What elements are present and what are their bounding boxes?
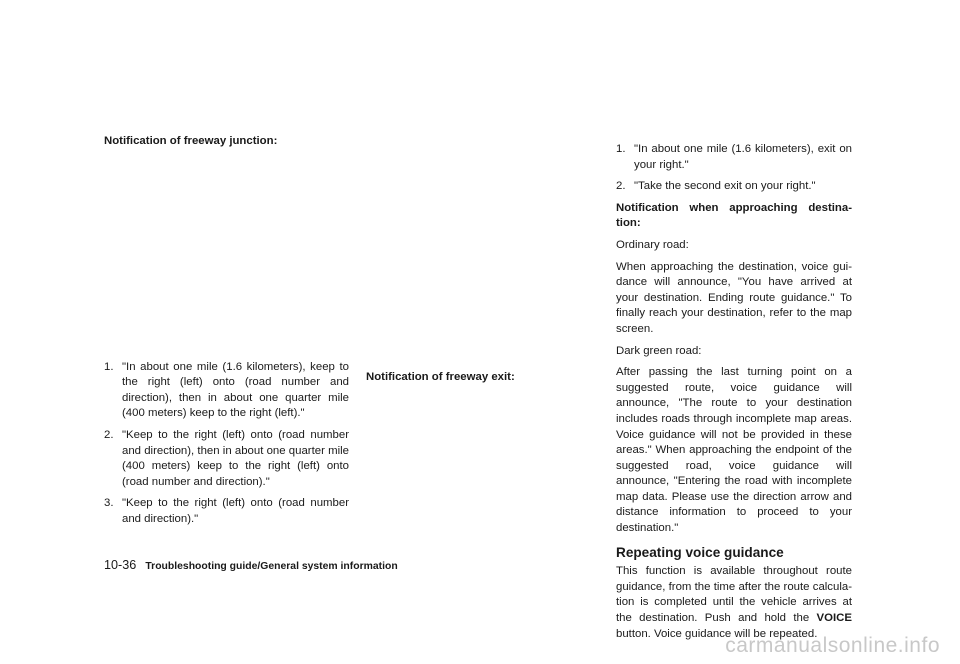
ordinary-road-text: When approaching the destination, voice gui-dance will announce, "You have arrived at your destination. Ending route guidance." To finally reach your destination, refer to the map screen. [616,260,852,335]
freeway-junction-list [104,360,349,528]
dark-green-road-label: Dark green road: [616,344,702,357]
ordinary-road-label: Ordinary road: [616,238,689,251]
list-item [104,496,349,527]
page-number: 10-36 [104,558,137,572]
left-column [104,134,349,534]
list-item [104,428,349,490]
list-number: 3. [104,497,114,510]
watermark: carmanualsonline.info [725,634,940,657]
dark-green-road-text: After passing the last turning point on a suggested route, voice guidance will announce, "The route to your destination includes roads through incomplete map areas. Voice guidance will not be provided in these areas." When approaching the endpoint of the suggested road, voice guidance will announce, "Entering the road with incomplete map data. Please use the direction arrow and distance information to proceed to your destination." [616,366,852,535]
section-title: Troubleshooting guide/General system information [145,561,398,572]
repeat-text-after: button. Voice guidance will be repeated. [616,627,818,640]
list-text: "In about one mile (1.6 kilometers), keep to the right (left) onto (road number and direction), then in about one quarter mile (400 meters) keep to the right (left)." [122,360,349,420]
freeway-junction-list-block [104,360,349,528]
freeway-exit-heading: Notification of freeway exit: [366,371,515,383]
freeway-exit-list [616,142,852,195]
list-number: 2. [104,428,114,441]
freeway-junction-heading: Notification of freeway junction: [104,135,278,147]
list-number: 1. [104,360,114,373]
list-text: "Keep to the right (left) onto (road number and direction)." [122,497,349,525]
list-item [616,179,852,195]
list-number: 2. [616,180,626,193]
list-item [616,142,852,173]
repeating-voice-guidance-text [616,564,852,642]
right-column [616,142,852,648]
list-text: "Keep to the right (left) onto (road number and direction), then in about one quarter mile (400 meters) keep to the right (left) onto (road number and direction)." [122,428,349,488]
list-text: "Take the second exit on your right." [634,180,816,193]
page-footer [104,558,398,572]
repeating-voice-guidance-heading: Repeating voice guidance [616,544,784,560]
list-number: 1. [616,143,626,155]
repeat-text-before: This function is available throughout route guidance, from the time after the route calcula-tion is completed until the vehicle arrives at the destination. Push and hold the [616,565,852,625]
voice-button-label: VOICE [816,612,852,625]
list-item [104,360,349,422]
destination-heading: Notification when approaching destina-tion: [616,201,852,230]
middle-column [366,370,596,386]
list-text: "In about one mile (1.6 kilometers), exit on your right." [634,143,852,171]
